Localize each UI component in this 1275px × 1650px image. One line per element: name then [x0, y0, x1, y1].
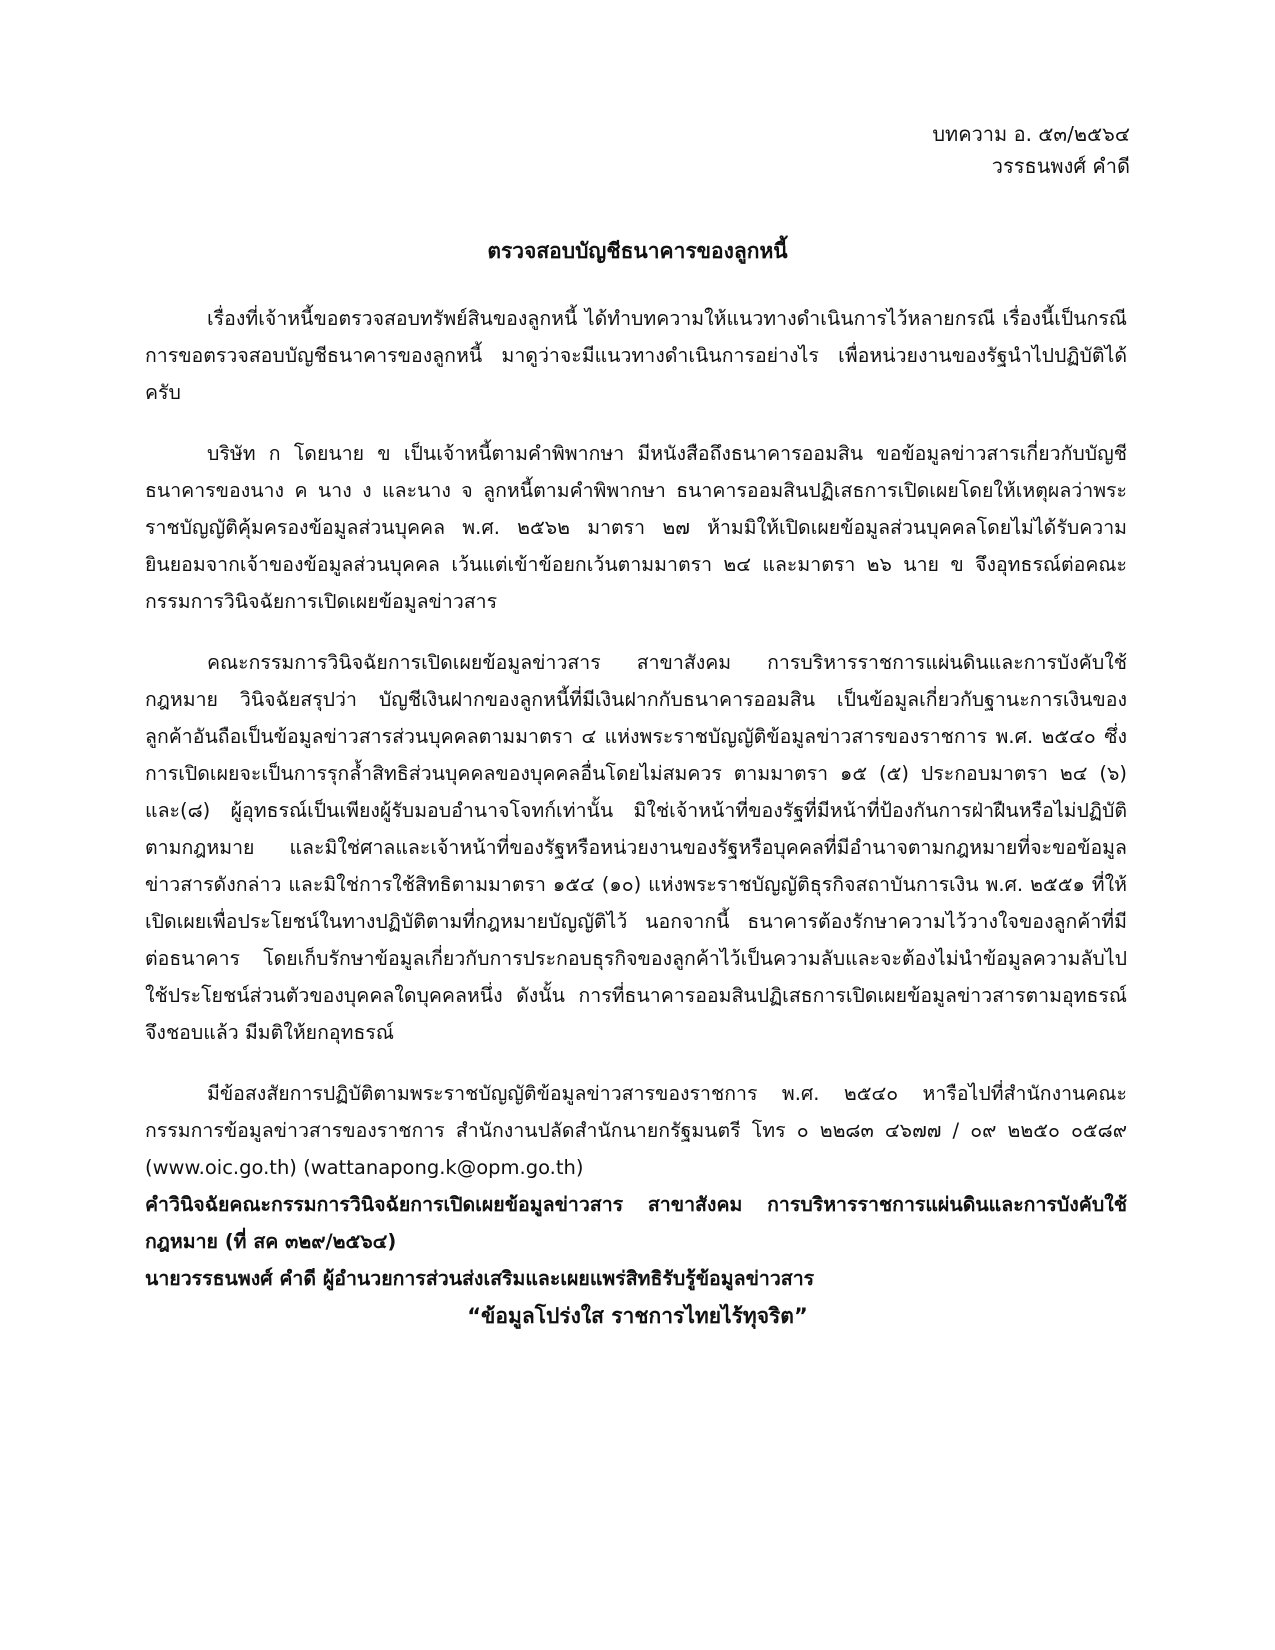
document-body — [145, 300, 1127, 1297]
paragraph-facts: บริษัท ก โดยนาย ข เป็นเจ้าหนี้ตามคำพิพากษา มีหนังสือถึงธนาคารออมสิน ขอข้อมูลข่าวสารเกี่ยวกับบัญชีธนาคารของนาง ค นาง ง และนาง จ ลูกหนี้ตามคำพิพากษา ธนาคารออมสินปฏิเสธการเปิดเผยโดยให้เหตุผลว่าพระราชบัญญัติคุ้มครองข้อมูลส่วนบุคคล พ.ศ. ๒๕๖๒ มาตรา ๒๗ ห้ามมิให้เปิดเผยข้อมูลส่วนบุคคลโดยไม่ได้รับความยินยอมจากเจ้าของข้อมูลส่วนบุคคล เว้นแต่เข้าข้อยกเว้นตามมาตรา ๒๔ และมาตรา ๒๖ นาย ข จึงอุทธรณ์ต่อคณะกรรมการวินิจฉัยการเปิดเผยข้อมูลข่าวสาร — [145, 442, 1127, 613]
paragraph-contact: มีข้อสงสัยการปฏิบัติตามพระราชบัญญัติข้อมูลข่าวสารของราชการ พ.ศ. ๒๕๔๐ หารือไปที่สำนักงานคณะกรรมการข้อมูลข่าวสารของราชการ สำนักงานปลัดสำนักนายกรัฐมนตรี โทร ๐ ๒๒๘๓ ๔๖๗๗ / ๐๙ ๒๒๕๐ ๐๕๘๙ (www.oic.go.th) (wattanapong.k@opm.go.th) — [145, 1082, 1127, 1179]
slogan: “ข้อมูลโปร่งใส ราชการไทยไร้ทุจริต” — [467, 1304, 808, 1328]
decision-reference: คำวินิจฉัยคณะกรรมการวินิจฉัยการเปิดเผยข้อมูลข่าวสาร สาขาสังคม การบริหารราชการแผ่นดินและการบังคับใช้กฎหมาย (ที่ สค ๓๒๙/๒๕๖๔) — [145, 1193, 1127, 1253]
paragraph-intro: เรื่องที่เจ้าหนี้ขอตรวจสอบทรัพย์สินของลูกหนี้ ได้ทำบทความให้แนวทางดำเนินการไว้หลายกรณี เรื่องนี้เป็นกรณีการขอตรวจสอบบัญชีธนาคารของลูกหนี้ มาดูว่าจะมีแนวทางดำเนินการอย่างไร เพื่อหน่วยงานของรัฐนำไปปฏิบัติได้ครับ — [145, 307, 1127, 404]
document-header — [932, 118, 1130, 182]
paragraph-ruling: คณะกรรมการวินิจฉัยการเปิดเผยข้อมูลข่าวสาร สาขาสังคม การบริหารราชการแผ่นดินและการบังคับใช้กฎหมาย วินิจฉัยสรุปว่า บัญชีเงินฝากของลูกหนี้ที่มีเงินฝากกับธนาคารออมสิน เป็นข้อมูลเกี่ยวกับฐานะการเงินของลูกค้าอันถือเป็นข้อมูลข่าวสารส่วนบุคคลตามมาตรา ๔ แห่งพระราชบัญญัติข้อมูลข่าวสารของราชการ พ.ศ. ๒๕๔๐ ซึ่งการเปิดเผยจะเป็นการรุกล้ำสิทธิส่วนบุคคลของบุคคลอื่นโดยไม่สมควร ตามมาตรา ๑๕ (๕) ประกอบมาตรา ๒๔ (๖) และ(๘) ผู้อุทธรณ์เป็นเพียงผู้รับมอบอำนาจโจทก์เท่านั้น มิใช่เจ้าหน้าที่ของรัฐที่มีหน้าที่ป้องกันการฝ่าฝืนหรือไม่ปฏิบัติตามกฎหมาย และมิใช่ศาลและเจ้าหน้าที่ของรัฐหรือหน่วยงานของรัฐหรือบุคคลที่มีอำนาจตามกฎหมายที่จะขอข้อมูลข่าวสารดังกล่าว และมิใช่การใช้สิทธิตามมาตรา ๑๕๔ (๑๐) แห่งพระราชบัญญัติธุรกิจสถาบันการเงิน พ.ศ. ๒๕๕๑ ที่ให้เปิดเผยเพื่อประโยชน์ในทางปฏิบัติตามที่กฎหมายบัญญัติไว้ นอกจากนี้ ธนาคารต้องรักษาความไว้วางใจของลูกค้าที่มีต่อธนาคาร โดยเก็บรักษาข้อมูลเกี่ยวกับการประกอบธุรกิจของลูกค้าไว้เป็นความลับและจะต้องไม่นำข้อมูลความลับไปใช้ประโยชน์ส่วนตัวของบุคคลใดบุคคลหนึ่ง ดังนั้น การที่ธนาคารออมสินปฏิเสธการเปิดเผยข้อมูลข่าวสารตามอุทธรณ์จึงชอบแล้ว มีมติให้ยกอุทธรณ์ — [145, 651, 1127, 1044]
author-name: วรรธนพงศ์ คำดี — [991, 154, 1130, 178]
document-title: ตรวจสอบบัญชีธนาคารของลูกหนี้ — [487, 239, 788, 263]
signature-line: นายวรรธนพงศ์ คำดี ผู้อำนวยการส่วนส่งเสริมและเผยแพร่สิทธิรับรู้ข้อมูลข่าวสาร — [145, 1267, 815, 1290]
article-reference: บทความ อ. ๕๓/๒๕๖๔ — [932, 122, 1130, 146]
